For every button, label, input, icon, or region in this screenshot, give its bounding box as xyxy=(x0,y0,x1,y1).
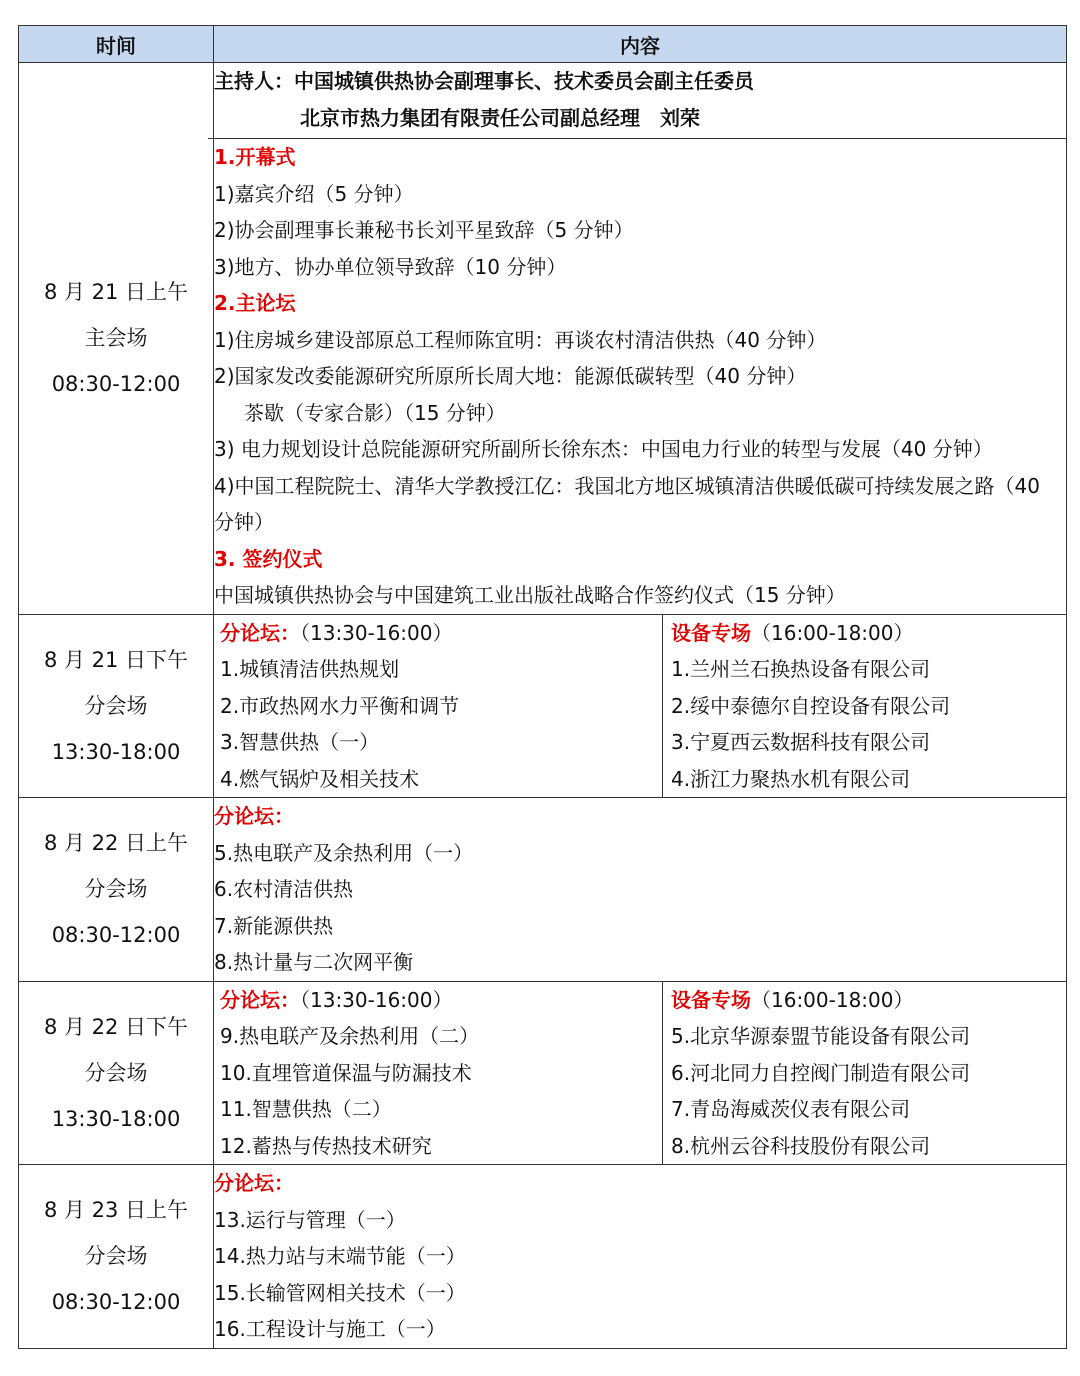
agenda-item: 2)国家发改委能源研究所原所长周大地：能源低碳转型（40 分钟） xyxy=(214,364,807,388)
agenda-item: 1)嘉宾介绍（5 分钟） xyxy=(214,181,414,206)
section-title: 1.开幕式 xyxy=(214,145,296,169)
company-item: 2.绥中泰德尔自控设备有限公司 xyxy=(671,693,951,718)
host-line: 北京市热力集团有限责任公司副总经理 刘荣 xyxy=(300,106,700,130)
table-row xyxy=(19,63,1067,615)
venue-text: 分会场 xyxy=(84,877,148,902)
company-item: 5.北京华源泰盟节能设备有限公司 xyxy=(671,1024,971,1048)
venue-text: 分会场 xyxy=(84,1060,148,1085)
forum-item: 4.燃气锅炉及相关技术 xyxy=(220,766,420,791)
equipment-title: 设备专场 xyxy=(671,987,751,1012)
section-title: 2.主论坛 xyxy=(214,291,296,315)
forum-item: 2.市政热网水力平衡和调节 xyxy=(220,693,460,718)
company-item: 8.杭州云谷科技股份有限公司 xyxy=(671,1133,931,1158)
company-item: 7.青岛海威茨仪表有限公司 xyxy=(671,1097,911,1121)
forum-item: 9.热电联产及余热利用（二） xyxy=(220,1024,480,1048)
content-cell xyxy=(214,798,1067,982)
company-item: 1.兰州兰石换热设备有限公司 xyxy=(671,657,931,681)
table-row xyxy=(19,1165,1067,1349)
forum-title: 分论坛： xyxy=(220,620,300,645)
agenda-item: 中国城镇供热协会与中国建筑工业出版社战略合作签约仪式（15 分钟） xyxy=(214,583,846,607)
forum-item: 5.热电联产及余热利用（一） xyxy=(214,840,474,865)
date-text: 8 月 21 日下午 xyxy=(43,647,189,672)
forum-time: （13:30-16:00） xyxy=(300,620,453,645)
time-cell xyxy=(19,1165,214,1349)
time-cell xyxy=(19,798,214,982)
agenda-item: 4)中国工程院院士、清华大学教授江亿：我国北方地区城镇清洁供暖低碳可持续发展之路（40 分钟） xyxy=(214,473,1040,534)
content-cell xyxy=(214,981,1067,1165)
content-cell xyxy=(214,1165,1067,1349)
date-text: 8 月 22 日下午 xyxy=(43,1014,189,1039)
forum-item: 7.新能源供热 xyxy=(214,913,334,938)
venue-text: 分会场 xyxy=(84,693,148,718)
forum-item: 14.热力站与末端节能（一） xyxy=(214,1244,466,1268)
date-text: 8 月 22 日上午 xyxy=(43,831,189,856)
table-header-row xyxy=(19,26,1067,63)
header-time: 时间 xyxy=(19,26,214,63)
equipment-time: （16:00-18:00） xyxy=(751,987,914,1012)
table-row xyxy=(19,614,1067,798)
forum-item: 12.蓄热与传热技术研究 xyxy=(220,1133,432,1158)
time-range-text: 13:30-18:00 xyxy=(51,739,181,764)
agenda-item: 2)协会副理事长兼秘书长刘平星致辞（5 分钟） xyxy=(214,218,634,242)
date-text: 8 月 21 日上午 xyxy=(43,280,189,305)
forum-title: 分论坛： xyxy=(214,1171,294,1195)
table-row xyxy=(19,798,1067,982)
forum-column xyxy=(214,615,663,798)
content-cell xyxy=(214,614,1067,798)
forum-item: 11.智慧供热（二） xyxy=(220,1097,392,1121)
schedule-table xyxy=(18,25,1067,1349)
company-item: 3.宁夏西云数据科技有限公司 xyxy=(671,730,931,754)
content-cell xyxy=(214,63,1067,615)
time-cell xyxy=(19,981,214,1165)
equipment-time: （16:00-18:00） xyxy=(751,620,914,645)
table-row xyxy=(19,981,1067,1165)
forum-item: 15.长输管网相关技术（一） xyxy=(214,1280,466,1305)
equipment-column xyxy=(663,615,1066,798)
split-content xyxy=(214,982,1066,1165)
forum-column xyxy=(214,982,663,1165)
time-range-text: 08:30-12:00 xyxy=(51,1290,181,1315)
forum-item: 6.农村清洁供热 xyxy=(214,877,354,901)
time-range-text: 08:30-12:00 xyxy=(51,372,181,397)
agenda-item: 1)住房城乡建设部原总工程师陈宜明：再谈农村清洁供热（40 分钟） xyxy=(214,327,827,352)
forum-time: （13:30-16:00） xyxy=(300,987,453,1012)
time-range-text: 08:30-12:00 xyxy=(51,923,181,948)
company-item: 6.河北同力自控阀门制造有限公司 xyxy=(671,1060,971,1085)
forum-item: 8.热计量与二次网平衡 xyxy=(214,950,414,974)
forum-item: 1.城镇清洁供热规划 xyxy=(220,657,400,681)
header-content: 内容 xyxy=(214,26,1067,63)
forum-title: 分论坛： xyxy=(220,987,300,1012)
forum-item: 16.工程设计与施工（一） xyxy=(214,1317,446,1341)
time-cell xyxy=(19,63,214,615)
section-title: 3. 签约仪式 xyxy=(214,546,323,571)
split-content xyxy=(214,615,1066,798)
forum-title: 分论坛： xyxy=(214,804,294,828)
forum-item: 3.智慧供热（一） xyxy=(220,730,380,754)
agenda-item: 3)地方、协办单位领导致辞（10 分钟） xyxy=(214,254,567,279)
agenda-item: 3) 电力规划设计总院能源研究所副所长徐东杰：中国电力行业的转型与发展（40 分钟） xyxy=(214,437,993,461)
date-text: 8 月 23 日上午 xyxy=(43,1198,189,1223)
equipment-title: 设备专场 xyxy=(671,620,751,645)
host-block xyxy=(208,63,1066,139)
company-item: 4.浙江力聚热水机有限公司 xyxy=(671,766,911,791)
forum-item: 13.运行与管理（一） xyxy=(214,1207,406,1232)
agenda-item: 茶歇（专家合影）（15 分钟） xyxy=(244,400,506,425)
venue-text: 分会场 xyxy=(84,1244,148,1269)
equipment-column xyxy=(663,982,1066,1165)
venue-text: 主会场 xyxy=(84,326,148,351)
time-range-text: 13:30-18:00 xyxy=(51,1106,181,1131)
host-line: 主持人：中国城镇供热协会副理事长、技术委员会副主任委员 xyxy=(214,69,754,93)
time-cell xyxy=(19,614,214,798)
forum-item: 10.直埋管道保温与防漏技术 xyxy=(220,1060,472,1085)
